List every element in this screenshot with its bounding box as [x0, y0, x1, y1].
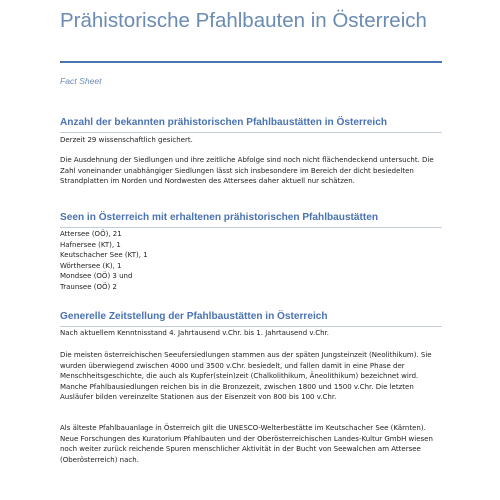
list-item: Traunsee (OÖ) 2 [60, 282, 117, 291]
document-subtitle: Fact Sheet [60, 76, 102, 86]
list-item: Keutschacher See (KT), 1 [60, 251, 148, 260]
section-chronology-oldest-site: Als älteste Pfahlbauanlage in Österreich gilt die UNESCO-Welterbestätte im Keutschacher See (Kärnten). Neue Forschungen des Kuratorium Pfahlbauten und der Oberösterreichischen Landes-Kultur GmbH wiesen noch weiter zurück reichende Spuren menschlicher Aktivität in der Bucht von Seewalchen am Attersee (Oberösterreich) nach. [60, 424, 433, 464]
section-count-summary: Derzeit 29 wissenschaftlich gesichert. [60, 136, 193, 144]
section-divider [60, 326, 442, 327]
section-heading-count: Anzahl der bekannten prähistorischen Pfahlbaustätten in Österreich [60, 117, 387, 128]
section-chronology-summary: Nach aktuellem Kenntnisstand 4. Jahrtausend v.Chr. bis 1. Jahrtausend v.Chr. [60, 329, 329, 337]
section-heading-lakes: Seen in Österreich mit erhaltenen prähistorischen Pfahlbaustätten [60, 212, 379, 223]
lakes-list [60, 229, 148, 293]
list-item: Attersee (OÖ), 21 [60, 230, 122, 238]
section-divider [60, 227, 442, 228]
page-title: Prähistorische Pfahlbauten in Österreich [60, 9, 427, 32]
list-item: Wörthersee (K), 1 [60, 261, 122, 270]
section-heading-chronology: Generelle Zeitstellung der Pfahlbaustätten in Österreich [60, 311, 328, 322]
section-count-details: Die Ausdehnung der Siedlungen und ihre zeitliche Abfolge sind noch nicht flächendeckend untersucht. Die Zahl voneinander unabhängiger Siedlungen lässt sich insbesondere im Bereich der dicht besiedelten Strandplatten im Norden und Nordwesten des Attersees daher aktuell nur schätzen. [60, 156, 434, 185]
list-item: Hafnersee (KT), 1 [60, 240, 121, 249]
list-item: Mondsee (OÖ) 3 und [60, 272, 133, 281]
section-divider [60, 132, 442, 133]
title-underline [60, 61, 442, 63]
section-chronology-details: Die meisten österreichischen Seeufersiedlungen stammen aus der späten Jungsteinzeit (Neolithikum). Sie wurden überwiegend zwischen 4000 und 3500 v.Chr. besiedelt, und fallen damit in eine Phase der Menschheitsgeschichte, die auch als Kupfer(stein)zeit (Chalkolithikum, Äneolithikum) bezeichnet wird. Manche Pfahlbausiedlungen reichen bis in die Bronzezeit, zwischen 1800 und 1500 v.Chr. Die letzten Ausläufer bilden vereinzelte Stationen aus der Eisenzeit von 800 bis 100 v.Chr. [60, 351, 432, 401]
